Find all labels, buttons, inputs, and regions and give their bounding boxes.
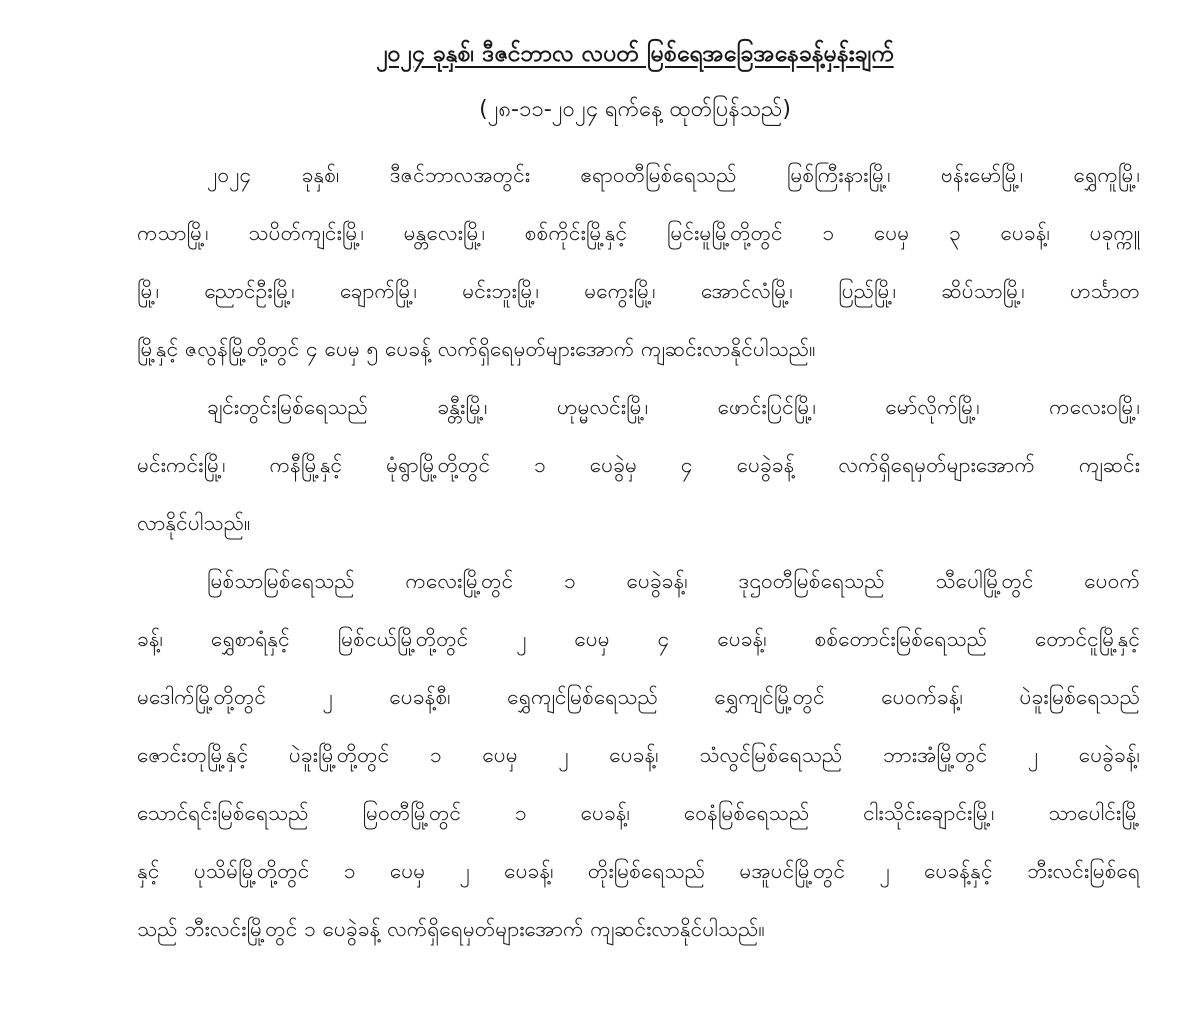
text-line: ချင်းတွင်းမြစ်ရေသည် ခန္တီးမြို့၊ ဟုမ္မလင်းမြို့၊ ဖောင်းပြင်မြို့၊ မော်လိုက်မြို့၊ ကလေးဝမြို့၊ (207, 395, 1140, 419)
paragraph-other-rivers (137, 552, 1140, 958)
text-line: သောင်ရင်းမြစ်ရေသည် မြဝတီမြို့တွင် ၁ ပေခန့်၊ ဝေနံမြစ်ရေသည် ငါးသိုင်းချောင်းမြို့၊ သာပေါင်းမြို့ (137, 801, 1140, 825)
text-line: နှင့် ပုသိမ်မြို့တို့တွင် ၁ ပေမှ ၂ ပေခန့်၊ တိုးမြစ်ရေသည် မအူပင်မြို့တွင် ၂ ပေခန့်နှင့် ဘီးလင်းမြစ်ရေ (137, 859, 1140, 883)
text-line: ခန့်၊ ရွှေစာရံနှင့် မြစ်ငယ်မြို့တို့တွင် ၂ ပေမှ ၄ ပေခန့်၊ စစ်တောင်းမြစ်ရေသည် တောင်ငူမြို့နှင့် (137, 627, 1140, 651)
text-line: မြစ်သာမြစ်ရေသည် ကလေးမြို့တွင် ၁ ပေခွဲခန့်၊ ဒုဌဝတီမြစ်ရေသည် သီပေါမြို့တွင် ပေဝက် (207, 569, 1140, 593)
text-line: မင်းကင်းမြို့၊ ကနီမြို့နှင့် မုံရွာမြို့တို့တွင် ၁ ပေခွဲမှ ၄ ပေခွဲခန့် လက်ရှိရေမှတ်များအောက် ကျဆင်း (137, 453, 1140, 477)
text-line: ဇောင်းတုမြို့နှင့် ပဲခူးမြို့တို့တွင် ၁ ပေမှ ၂ ပေခန့်၊ သံလွင်မြစ်ရေသည် ဘားအံမြို့တွင် ၂ ပေခွဲခန့်၊ (137, 743, 1140, 767)
text-line: မြို့၊ ညောင်ဦးမြို့၊ ချောက်မြို့၊ မင်းဘူးမြို့၊ မကွေးမြို့၊ အောင်လံမြို့၊ ပြည်မြို့၊ ဆိပ်သာမြို့၊ ဟင်္သာတ (137, 279, 1140, 303)
text-line: ကသာမြို့၊ သပိတ်ကျင်းမြို့၊ မန္တလေးမြို့၊ စစ်ကိုင်းမြို့နှင့် မြင်းမူမြို့တို့တွင် ၁ ပေမှ ၃ ပေခန့်၊ ပခုက္ကူ (137, 221, 1140, 245)
document-subtitle: (၂၈-၁၁-၂၀၂၄ ရက်နေ့ ထုတ်ပြန်သည်) (479, 97, 791, 122)
document-body (137, 146, 1140, 958)
text-line: လာနိုင်ပါသည်။ (137, 511, 251, 535)
document-title: ၂၀၂၄ ခုနှစ်၊ ဒီဇင်ဘာလ လပတ် မြစ်ရေအခြေအနေခန့်မှန်းချက် (376, 41, 894, 67)
text-line: သည် ဘီးလင်းမြို့တွင် ၁ ပေခွဲခန့် လက်ရှိရေမှတ်များအောက် ကျဆင်းလာနိုင်ပါသည်။ (137, 917, 765, 941)
paragraph-chindwin (137, 378, 1140, 552)
text-line: မြို့နှင့် ဇလွန်မြို့တို့တွင် ၄ ပေမှ ၅ ပေခန့် လက်ရှိရေမှတ်များအောက် ကျဆင်းလာနိုင်ပါသည်။ (137, 337, 816, 361)
text-line: မဒေါက်မြို့တို့တွင် ၂ ပေခန့်စီ၊ ရွှေကျင်မြစ်ရေသည် ရွှေကျင်မြို့တွင် ပေဝက်ခန့်၊ ပဲခူးမြစ်ရေသည် (137, 685, 1140, 709)
paragraph-ayeyarwady (137, 146, 1140, 378)
text-line: ၂၀၂၄ ခုနှစ်၊ ဒီဇင်ဘာလအတွင်း ဧရာဝတီမြစ်ရေသည် မြစ်ကြီးနားမြို့၊ ဗန်းမော်မြို့၊ ရွှေကူမြို့၊ (207, 163, 1140, 187)
